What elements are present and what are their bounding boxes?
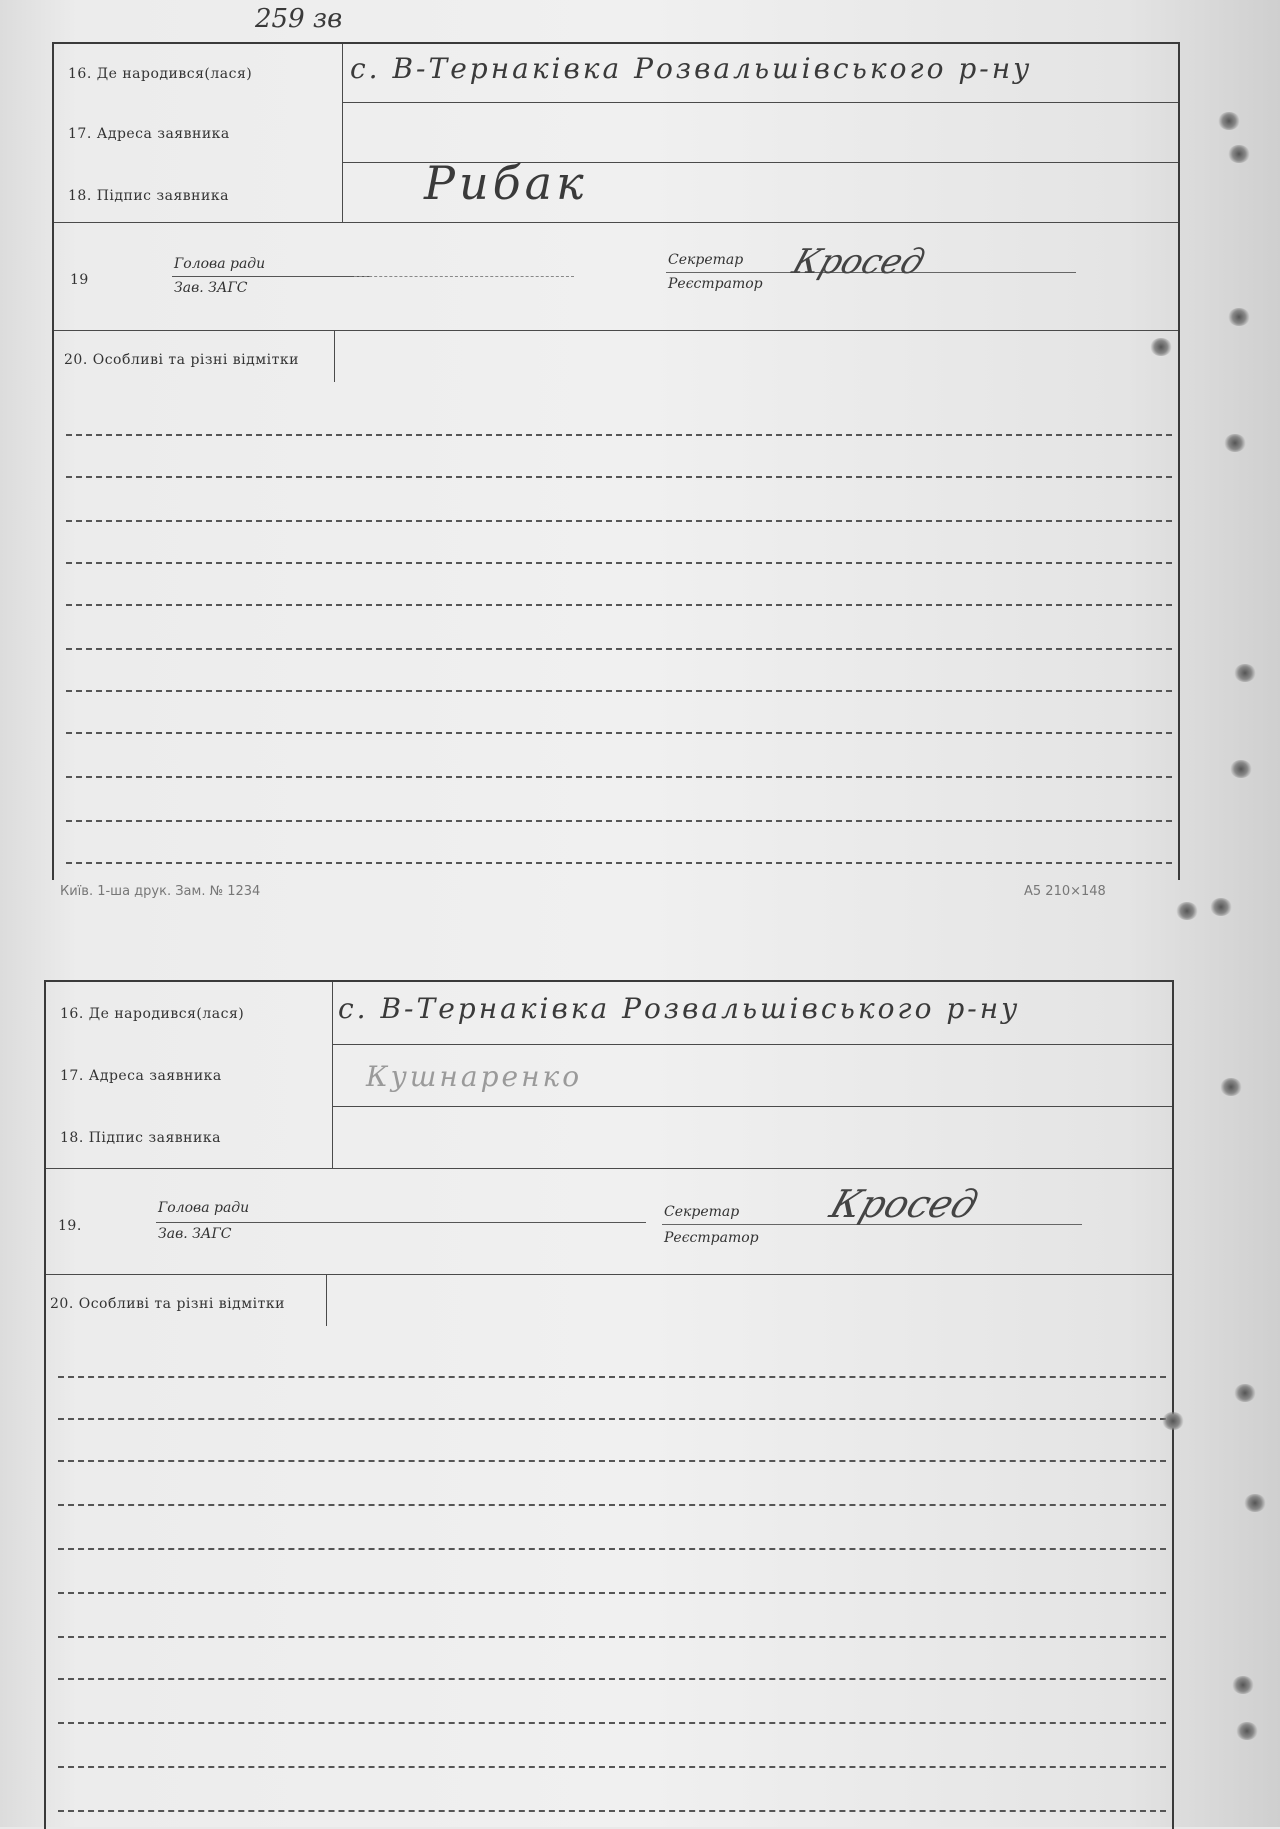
label-applicant-signature-2: 18. Підпис заявника bbox=[60, 1130, 221, 1146]
label-head-of-council: Голова ради bbox=[174, 256, 266, 272]
label-zags-head: Зав. ЗАГС bbox=[174, 280, 248, 296]
label-19-2: 19. bbox=[58, 1218, 82, 1234]
binding-hole bbox=[1220, 1078, 1242, 1096]
binding-hole bbox=[1244, 1494, 1266, 1512]
label-birthplace: 16. Де народився(лася) bbox=[68, 66, 253, 82]
label-19: 19 bbox=[70, 272, 89, 288]
binding-hole bbox=[1224, 434, 1246, 452]
binding-hole bbox=[1150, 338, 1172, 356]
binding-hole bbox=[1236, 1722, 1258, 1740]
binding-hole bbox=[1210, 898, 1232, 916]
binding-hole bbox=[1234, 1384, 1256, 1402]
label-applicant-address-2: 17. Адреса заявника bbox=[60, 1068, 222, 1084]
binding-hole bbox=[1228, 308, 1250, 326]
value-applicant-signature: Рибак bbox=[424, 156, 588, 210]
label-special-notes-2: 20. Особливі та різні відмітки bbox=[50, 1296, 285, 1312]
printer-imprint: Київ. 1-ша друк. Зам. № 1234 bbox=[60, 884, 261, 899]
label-applicant-address: 17. Адреса заявника bbox=[68, 126, 230, 142]
label-birthplace-2: 16. Де народився(лася) bbox=[60, 1006, 245, 1022]
form-format: А5 210×148 bbox=[1024, 884, 1106, 899]
binding-hole bbox=[1162, 1412, 1184, 1430]
form-bottom bbox=[44, 980, 1174, 1829]
label-zags-head-2: Зав. ЗАГС bbox=[158, 1226, 232, 1242]
label-special-notes: 20. Особливі та різні відмітки bbox=[64, 352, 299, 368]
form-top bbox=[52, 42, 1180, 880]
binding-hole bbox=[1230, 760, 1252, 778]
label-secretary-2: Секретар bbox=[664, 1204, 740, 1220]
binding-hole bbox=[1176, 902, 1198, 920]
registrar-signature: Кросед bbox=[787, 242, 930, 282]
label-registrar: Реєстратор bbox=[668, 276, 763, 292]
handwritten-page-number: 259 зв bbox=[255, 4, 343, 34]
label-applicant-signature: 18. Підпис заявника bbox=[68, 188, 229, 204]
binding-hole bbox=[1218, 112, 1240, 130]
label-registrar-2: Реєстратор bbox=[664, 1230, 759, 1246]
label-head-of-council-2: Голова ради bbox=[158, 1200, 250, 1216]
value-applicant-address-2: Кушнаренко bbox=[366, 1060, 583, 1093]
binding-hole bbox=[1234, 664, 1256, 682]
label-secretary: Секретар bbox=[668, 252, 744, 268]
registrar-signature-2: Кросед bbox=[824, 1182, 984, 1226]
value-birthplace-2: с. В-Тернаківка Розвальшівського р-ну bbox=[338, 992, 1021, 1025]
value-birthplace: с. В-Тернаківка Розвальшівського р-ну bbox=[350, 52, 1033, 85]
binding-hole bbox=[1232, 1676, 1254, 1694]
binding-hole bbox=[1228, 145, 1250, 163]
